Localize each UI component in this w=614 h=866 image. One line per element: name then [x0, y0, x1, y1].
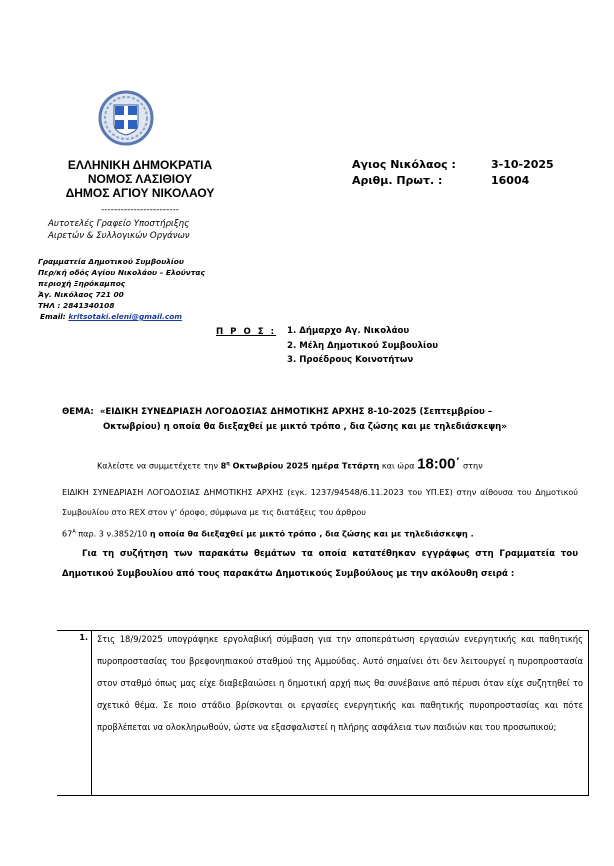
subject-label: ΘΕΜΑ:	[62, 407, 94, 417]
article-number: 67	[62, 528, 73, 539]
contact-email-row	[38, 311, 258, 322]
article-ref: παρ. 3 ν.3852/10	[75, 528, 150, 539]
table-column-divider	[91, 630, 92, 796]
invitation-body-text: ΕΙΔΙΚΗ ΣΥΝΕΔΡΙΑΣΗ ΛΟΓΟΔΟΣΙΑΣ ΔΗΜΟΤΙΚΗΣ ΑΡΧΗΣ (εγκ. 1237/94548/6.11.2023 του ΥΠ.ΕΣ) στην αίθουσα του Δημοτικού Συμβουλίου στο REX στον γ' όροφο, σύμφωνα με τις διατάξεις του άρθρου	[62, 487, 578, 517]
invitation-text: Καλείστε να συμμετέχετε την	[97, 460, 221, 471]
contact-phone: ΤΗΛ : 2841340108	[38, 301, 115, 310]
contact-line: περιοχή Ξηρόκαμπος	[38, 279, 126, 288]
subject-line-1: «ΕΙΔΙΚΗ ΣΥΝΕΔΡΙΑΣΗ ΛΟΓΟΔΟΣΙΑΣ ΔΗΜΟΤΙΚΗΣ ΑΡΧΗΣ 8-10-2025 (Σεπτεμβρίου –	[99, 407, 493, 417]
recipient-item: 3. Προέδρους Κοινοτήτων	[287, 355, 414, 365]
invitation-line-1	[97, 454, 577, 476]
subject-line-2: Οκτωβρίου) η οποία θα διεξαχθεί με μικτό τρόπο , δια ζώσης και με τηλεδιάσκεψη»	[103, 422, 507, 432]
meeting-mode: η οποία θα διεξαχθεί με μικτό τρόπο , δια ζώσης και με τηλεδιάσκεψη .	[149, 528, 474, 539]
protocol-label: Αριθμ. Πρωτ. :	[352, 174, 443, 187]
invitation-body-line-3	[62, 522, 578, 544]
contact-line: Περ/κή οδός Αγίου Νικολάου – Ελούντας	[38, 268, 205, 277]
org-line-municipality: ΔΗΜΟΣ ΑΓΙΟΥ ΝΙΚΟΛΑΟΥ	[65, 186, 215, 200]
invitation-body	[62, 482, 578, 544]
agenda-item-text: Στις 18/9/2025 υπογράφηκε εργολαβική σύμβαση για την αποπεράτωση εργασιών ενεργητικής και παθητικής πυροπροστασίας του βρεφονηπιακού σταθμού της Αμμούδας. Αυτό σημαίνει ότι δεν λειτουργεί η πυροπροστασία στον σταθμό όπως μας είχε διαβεβαιώσει η δημοτική αρχή πως θα συνέβαινε από πέρυσι όταν είχε συζητηθεί το σχετικό θέμα. Σε ποιο στάδιο βρίσκονται οι εργασίες ενεργητικής και παθητικής πυροπροστασίας και πότε προβλέπεται να ολοκληρωθούν, ώστε να εξασφαλιστεί η πλήρης ασφάλεια των παιδιών και του προσωπικού;	[97, 634, 583, 732]
office-name	[48, 218, 228, 242]
org-line-country: ΕΛΛΗΝΙΚΗ ΔΗΜΟΚΡΑΤΙΑ	[67, 158, 213, 172]
invitation-text: και ώρα	[379, 460, 418, 471]
article-suffix: Α	[72, 529, 76, 535]
agenda-intro: Για τη συζήτηση των παρακάτω θεμάτων τα οποία κατατέθηκαν εγγράφως στη Γραμματεία του Δημοτικού Συμβουλίου από τους παρακάτω Δημοτικούς Συμβούλους με την ακόλουθη σειρά :	[62, 549, 578, 579]
org-line-prefecture: ΝΟΜΟΣ ΛΑΣΙΘΙΟΥ	[87, 172, 193, 186]
greek-emblem-icon	[98, 90, 154, 146]
subject	[62, 405, 582, 435]
document-date: 3-10-2025	[491, 158, 554, 171]
table-border-right	[588, 630, 589, 796]
header-separator: ------------------------	[101, 205, 179, 215]
invitation-text: στην	[460, 460, 483, 471]
recipient-item: 2. Μέλη Δημοτικού Συμβουλίου	[287, 340, 439, 351]
table-border-bottom	[57, 795, 589, 796]
meeting-day: 8	[220, 460, 227, 471]
place-label: Αγιος Νικόλαος :	[352, 158, 456, 171]
contact-line: Γραμματεία Δημοτικού Συμβουλίου	[38, 257, 184, 266]
recipient-item: 1. Δήμαρχο Αγ. Νικολάου	[287, 326, 410, 336]
agenda-item-number: 1.	[79, 633, 88, 642]
contact-block	[38, 256, 258, 322]
protocol-number: 16004	[491, 174, 530, 187]
recipients-list	[287, 324, 438, 368]
office-line-2: Αιρετών & Συλλογικών Οργάνων	[48, 231, 190, 241]
recipients-label: Π Ρ Ο Σ :	[216, 327, 277, 337]
office-line-1: Αυτοτελές Γραφείο Υποστήριξης	[48, 219, 190, 229]
email-link[interactable]: kritsotaki.eleni@gmail.com	[68, 312, 182, 321]
meeting-date: Οκτωβρίου 2025 ημέρα Τετάρτη	[229, 460, 380, 471]
day-suffix: η	[226, 461, 230, 467]
email-label: Email:	[40, 312, 66, 321]
contact-line: Άγ. Νικόλαος 721 00	[38, 290, 124, 299]
organization-header	[40, 158, 240, 200]
meeting-time: 18:00΄	[417, 455, 461, 473]
